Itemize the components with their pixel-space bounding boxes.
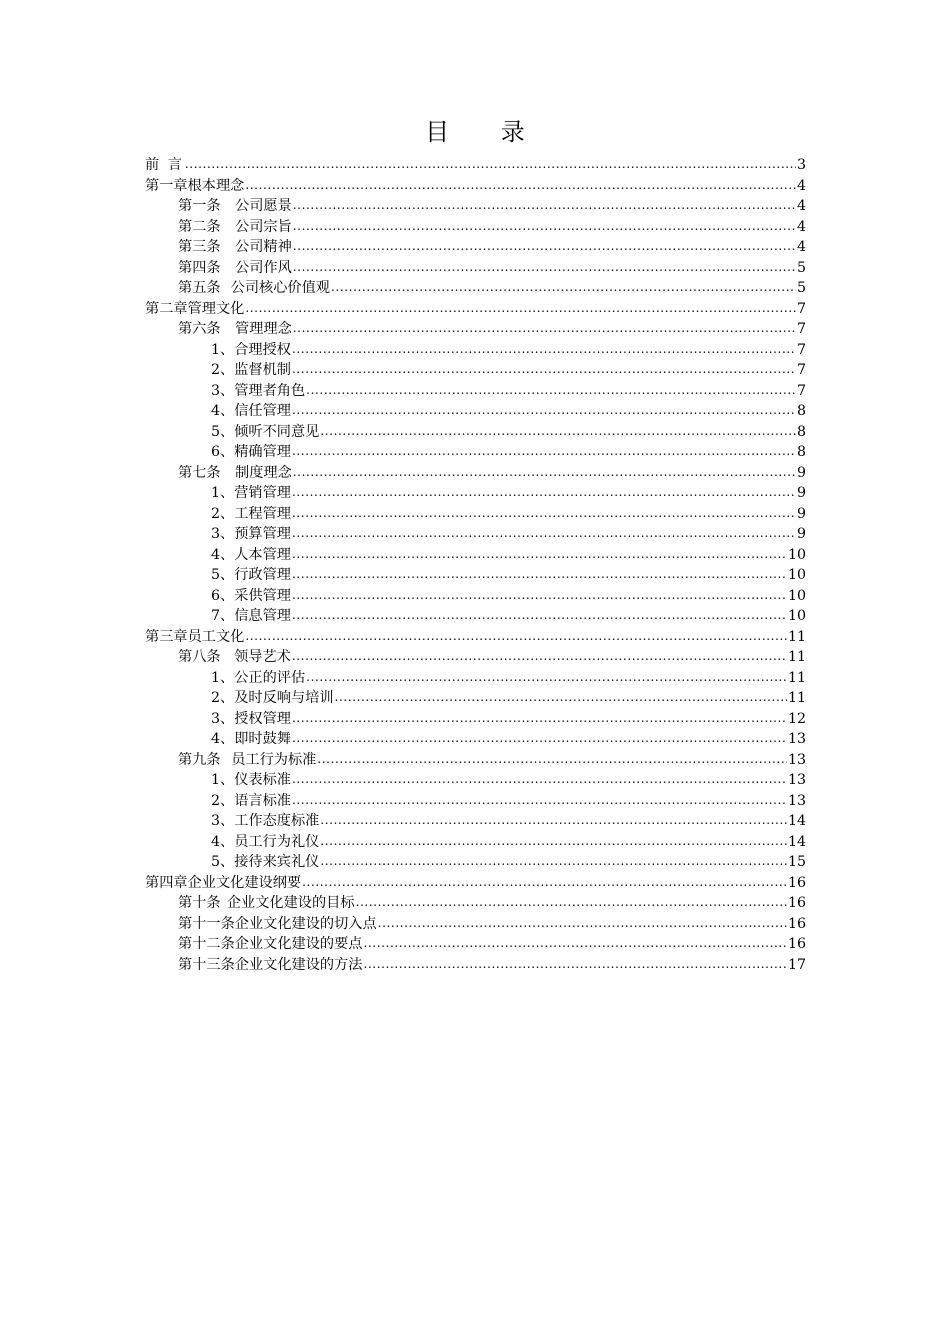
dot-leader bbox=[292, 770, 787, 790]
toc-entry[interactable] bbox=[145, 791, 806, 812]
toc-entry-title: 3、授权管理 bbox=[211, 710, 291, 727]
toc-entry-number: 第十条 bbox=[178, 895, 221, 911]
table-of-contents bbox=[145, 155, 806, 975]
dot-leader bbox=[378, 914, 787, 934]
toc-entry[interactable] bbox=[145, 565, 806, 586]
toc-entry[interactable] bbox=[145, 422, 806, 443]
dot-leader bbox=[292, 791, 787, 811]
dot-leader bbox=[317, 750, 787, 770]
toc-entry-page-number: 8 bbox=[796, 403, 806, 419]
toc-entry[interactable] bbox=[145, 381, 806, 402]
toc-entry[interactable] bbox=[145, 524, 806, 545]
toc-entry-title: 公司愿景 bbox=[235, 198, 292, 214]
toc-entry[interactable] bbox=[145, 627, 806, 648]
toc-entry-number: 第一条 bbox=[178, 198, 221, 214]
toc-entry-title: 7、信息管理 bbox=[211, 608, 291, 624]
dot-leader bbox=[292, 709, 787, 729]
toc-entry-title: 企业文化建设的方法 bbox=[234, 956, 363, 973]
toc-entry-page-number: 16 bbox=[787, 895, 806, 911]
toc-entry[interactable] bbox=[145, 873, 806, 894]
toc-entry-page-number: 16 bbox=[787, 915, 806, 932]
toc-entry[interactable] bbox=[145, 217, 806, 238]
toc-entry[interactable] bbox=[145, 770, 806, 791]
toc-entry[interactable] bbox=[145, 832, 806, 853]
toc-entry-page-number: 3 bbox=[796, 157, 806, 173]
dot-leader bbox=[293, 196, 796, 216]
toc-entry-page-number: 4 bbox=[796, 218, 806, 235]
toc-entry-page-number: 8 bbox=[796, 444, 806, 460]
toc-entry[interactable] bbox=[145, 893, 806, 914]
toc-entry-title: 企业文化建设的切入点 bbox=[234, 915, 377, 932]
toc-entry-page-number: 11 bbox=[787, 628, 806, 645]
toc-entry-page-number: 10 bbox=[787, 546, 806, 563]
toc-entry[interactable] bbox=[145, 278, 806, 299]
dot-leader bbox=[292, 565, 787, 585]
toc-entry-page-number: 13 bbox=[787, 772, 806, 788]
toc-entry-title: 5、接待来宾礼仪 bbox=[211, 854, 320, 870]
toc-entry-page-number: 7 bbox=[796, 382, 806, 399]
toc-entry[interactable] bbox=[145, 237, 806, 258]
toc-entry[interactable] bbox=[145, 504, 806, 525]
toc-entry-number: 第九条 bbox=[178, 751, 221, 768]
toc-entry-page-number: 9 bbox=[796, 464, 806, 481]
toc-entry-title: 6、采供管理 bbox=[211, 587, 291, 604]
toc-entry-number: 第八条 bbox=[178, 649, 221, 665]
toc-entry[interactable] bbox=[145, 463, 806, 484]
toc-entry[interactable] bbox=[145, 586, 806, 607]
toc-entry-title: 制度理念 bbox=[235, 464, 292, 481]
toc-entry-page-number: 10 bbox=[787, 608, 806, 624]
toc-entry-page-number: 16 bbox=[787, 936, 806, 952]
dot-leader bbox=[293, 237, 796, 257]
toc-entry-number: 第三章 bbox=[145, 628, 188, 645]
toc-entry-number: 第二章 bbox=[145, 300, 188, 317]
toc-entry[interactable] bbox=[145, 729, 806, 750]
toc-entry[interactable] bbox=[145, 360, 806, 381]
dot-leader bbox=[292, 401, 796, 421]
toc-entry-page-number: 17 bbox=[787, 956, 806, 973]
dot-leader bbox=[331, 278, 796, 298]
toc-entry-title: 公司作风 bbox=[235, 259, 292, 276]
toc-entry-page-number: 9 bbox=[796, 485, 806, 501]
dot-leader bbox=[356, 893, 787, 913]
toc-entry-title: 员工文化 bbox=[187, 628, 245, 645]
dot-leader bbox=[293, 217, 796, 237]
toc-entry-title: 领导艺术 bbox=[234, 649, 291, 665]
toc-entry-title: 公司宗旨 bbox=[235, 218, 292, 235]
toc-entry[interactable] bbox=[145, 155, 806, 176]
toc-entry-page-number: 4 bbox=[796, 177, 806, 194]
dot-leader bbox=[245, 299, 796, 319]
toc-entry-title: 企业文化建设纲要 bbox=[187, 874, 302, 891]
dot-leader bbox=[292, 647, 787, 667]
toc-entry-page-number: 11 bbox=[787, 649, 806, 665]
toc-entry[interactable] bbox=[145, 258, 806, 279]
toc-entry[interactable] bbox=[145, 668, 806, 689]
toc-entry-title: 企业文化建设的要点 bbox=[234, 936, 363, 952]
toc-entry[interactable] bbox=[145, 709, 806, 730]
toc-entry-number: 前 言 bbox=[145, 157, 184, 173]
toc-entry-number: 第五条 bbox=[178, 280, 221, 296]
toc-entry-page-number: 4 bbox=[796, 239, 806, 255]
toc-entry-number: 第四条 bbox=[178, 259, 221, 276]
dot-leader bbox=[302, 873, 787, 893]
toc-entry-number: 第七条 bbox=[178, 464, 221, 481]
toc-entry-title: 1、公正的评估 bbox=[211, 669, 306, 686]
toc-entry-title: 员工行为标准 bbox=[231, 751, 317, 768]
toc-entry-title: 6、精确管理 bbox=[211, 444, 291, 460]
dot-leader bbox=[293, 258, 796, 278]
toc-entry[interactable] bbox=[145, 647, 806, 668]
dot-leader bbox=[320, 832, 787, 852]
toc-entry-number: 第三条 bbox=[178, 239, 221, 255]
dot-leader bbox=[292, 504, 796, 524]
toc-entry[interactable] bbox=[145, 934, 806, 955]
dot-leader bbox=[292, 545, 787, 565]
toc-entry[interactable] bbox=[145, 750, 806, 771]
dot-leader bbox=[292, 360, 796, 380]
toc-entry-title: 公司精神 bbox=[235, 239, 292, 255]
toc-entry-title: 1、合理授权 bbox=[211, 341, 291, 358]
dot-leader bbox=[306, 381, 796, 401]
toc-entry-title: 2、监督机制 bbox=[211, 362, 291, 378]
toc-entry-title: 管理理念 bbox=[235, 321, 292, 337]
toc-entry-page-number: 14 bbox=[787, 833, 806, 850]
toc-entry[interactable] bbox=[145, 955, 806, 976]
toc-entry-page-number: 13 bbox=[787, 731, 806, 747]
toc-entry-page-number: 10 bbox=[787, 587, 806, 604]
dot-leader bbox=[245, 176, 796, 196]
dot-leader bbox=[320, 852, 787, 872]
toc-entry-page-number: 7 bbox=[796, 362, 806, 378]
toc-entry-page-number: 7 bbox=[796, 300, 806, 317]
dot-leader bbox=[292, 442, 796, 462]
toc-entry-title: 2、工程管理 bbox=[211, 505, 291, 522]
toc-entry[interactable] bbox=[145, 811, 806, 832]
toc-entry-title: 2、语言标准 bbox=[211, 792, 291, 809]
dot-leader bbox=[363, 955, 786, 975]
toc-entry-title: 3、管理者角色 bbox=[211, 382, 306, 399]
toc-entry-title: 公司核心价值观 bbox=[230, 280, 330, 296]
toc-entry-page-number: 15 bbox=[787, 854, 806, 870]
toc-entry-page-number: 4 bbox=[796, 198, 806, 214]
dot-leader bbox=[335, 688, 787, 708]
toc-entry[interactable] bbox=[145, 176, 806, 197]
page-title: 目 录 bbox=[425, 118, 547, 146]
toc-entry[interactable] bbox=[145, 299, 806, 320]
toc-entry-number: 第二条 bbox=[178, 218, 221, 235]
toc-entry-number: 第四章 bbox=[145, 874, 188, 891]
toc-entry[interactable] bbox=[145, 340, 806, 361]
toc-entry-page-number: 11 bbox=[787, 669, 806, 686]
toc-entry-page-number: 9 bbox=[796, 526, 806, 542]
toc-entry-page-number: 11 bbox=[787, 690, 806, 706]
toc-entry-page-number: 16 bbox=[787, 874, 806, 891]
toc-entry-title: 4、即时鼓舞 bbox=[211, 731, 291, 747]
dot-leader bbox=[292, 586, 787, 606]
dot-leader bbox=[292, 524, 796, 544]
toc-entry-title: 4、人本管理 bbox=[211, 546, 291, 563]
toc-entry-title: 1、营销管理 bbox=[211, 485, 291, 501]
toc-entry[interactable] bbox=[145, 914, 806, 935]
toc-entry[interactable] bbox=[145, 196, 806, 217]
toc-entry-page-number: 5 bbox=[796, 280, 806, 296]
dot-leader bbox=[245, 627, 787, 647]
toc-entry-title: 2、及时反响与培训 bbox=[211, 690, 334, 706]
toc-entry-number: 第一章 bbox=[145, 177, 188, 194]
toc-entry-title: 管理文化 bbox=[187, 300, 245, 317]
toc-entry-title: 根本理念 bbox=[187, 177, 245, 194]
toc-entry-page-number: 14 bbox=[787, 813, 806, 829]
toc-entry-number: 第六条 bbox=[178, 321, 221, 337]
dot-leader bbox=[292, 606, 787, 626]
toc-entry-number: 第十一条 bbox=[178, 915, 235, 932]
toc-entry-page-number: 13 bbox=[787, 792, 806, 809]
toc-entry-title: 3、预算管理 bbox=[211, 526, 291, 542]
toc-entry-title: 企业文化建设的目标 bbox=[226, 895, 355, 911]
toc-entry-page-number: 5 bbox=[796, 259, 806, 276]
toc-entry[interactable] bbox=[145, 852, 806, 873]
toc-entry[interactable] bbox=[145, 401, 806, 422]
toc-entry-number: 第十二条 bbox=[178, 936, 235, 952]
toc-entry[interactable] bbox=[145, 688, 806, 709]
dot-leader bbox=[320, 422, 796, 442]
dot-leader bbox=[363, 934, 786, 954]
toc-entry-title: 4、员工行为礼仪 bbox=[211, 833, 320, 850]
toc-entry-page-number: 7 bbox=[796, 321, 806, 337]
dot-leader bbox=[320, 811, 787, 831]
dot-leader bbox=[185, 155, 796, 175]
toc-entry-page-number: 10 bbox=[787, 567, 806, 583]
toc-entry[interactable] bbox=[145, 319, 806, 340]
toc-entry-title: 5、行政管理 bbox=[211, 567, 291, 583]
toc-entry-page-number: 12 bbox=[787, 710, 806, 727]
dot-leader bbox=[293, 463, 796, 483]
toc-entry[interactable] bbox=[145, 606, 806, 627]
toc-entry-title: 4、信任管理 bbox=[211, 403, 291, 419]
dot-leader bbox=[292, 340, 796, 360]
toc-entry-title: 3、工作态度标准 bbox=[211, 813, 320, 829]
toc-entry[interactable] bbox=[145, 483, 806, 504]
dot-leader bbox=[306, 668, 787, 688]
dot-leader bbox=[293, 319, 796, 339]
toc-entry-page-number: 8 bbox=[796, 423, 806, 440]
toc-entry-page-number: 13 bbox=[787, 751, 806, 768]
dot-leader bbox=[292, 483, 796, 503]
toc-entry[interactable] bbox=[145, 545, 806, 566]
toc-entry-page-number: 7 bbox=[796, 341, 806, 358]
toc-entry-page-number: 9 bbox=[796, 505, 806, 522]
toc-entry-number: 第十三条 bbox=[178, 956, 235, 973]
toc-entry-title: 5、倾听不同意见 bbox=[211, 423, 320, 440]
toc-entry-title: 1、仪表标准 bbox=[211, 772, 291, 788]
dot-leader bbox=[292, 729, 787, 749]
toc-entry[interactable] bbox=[145, 442, 806, 463]
